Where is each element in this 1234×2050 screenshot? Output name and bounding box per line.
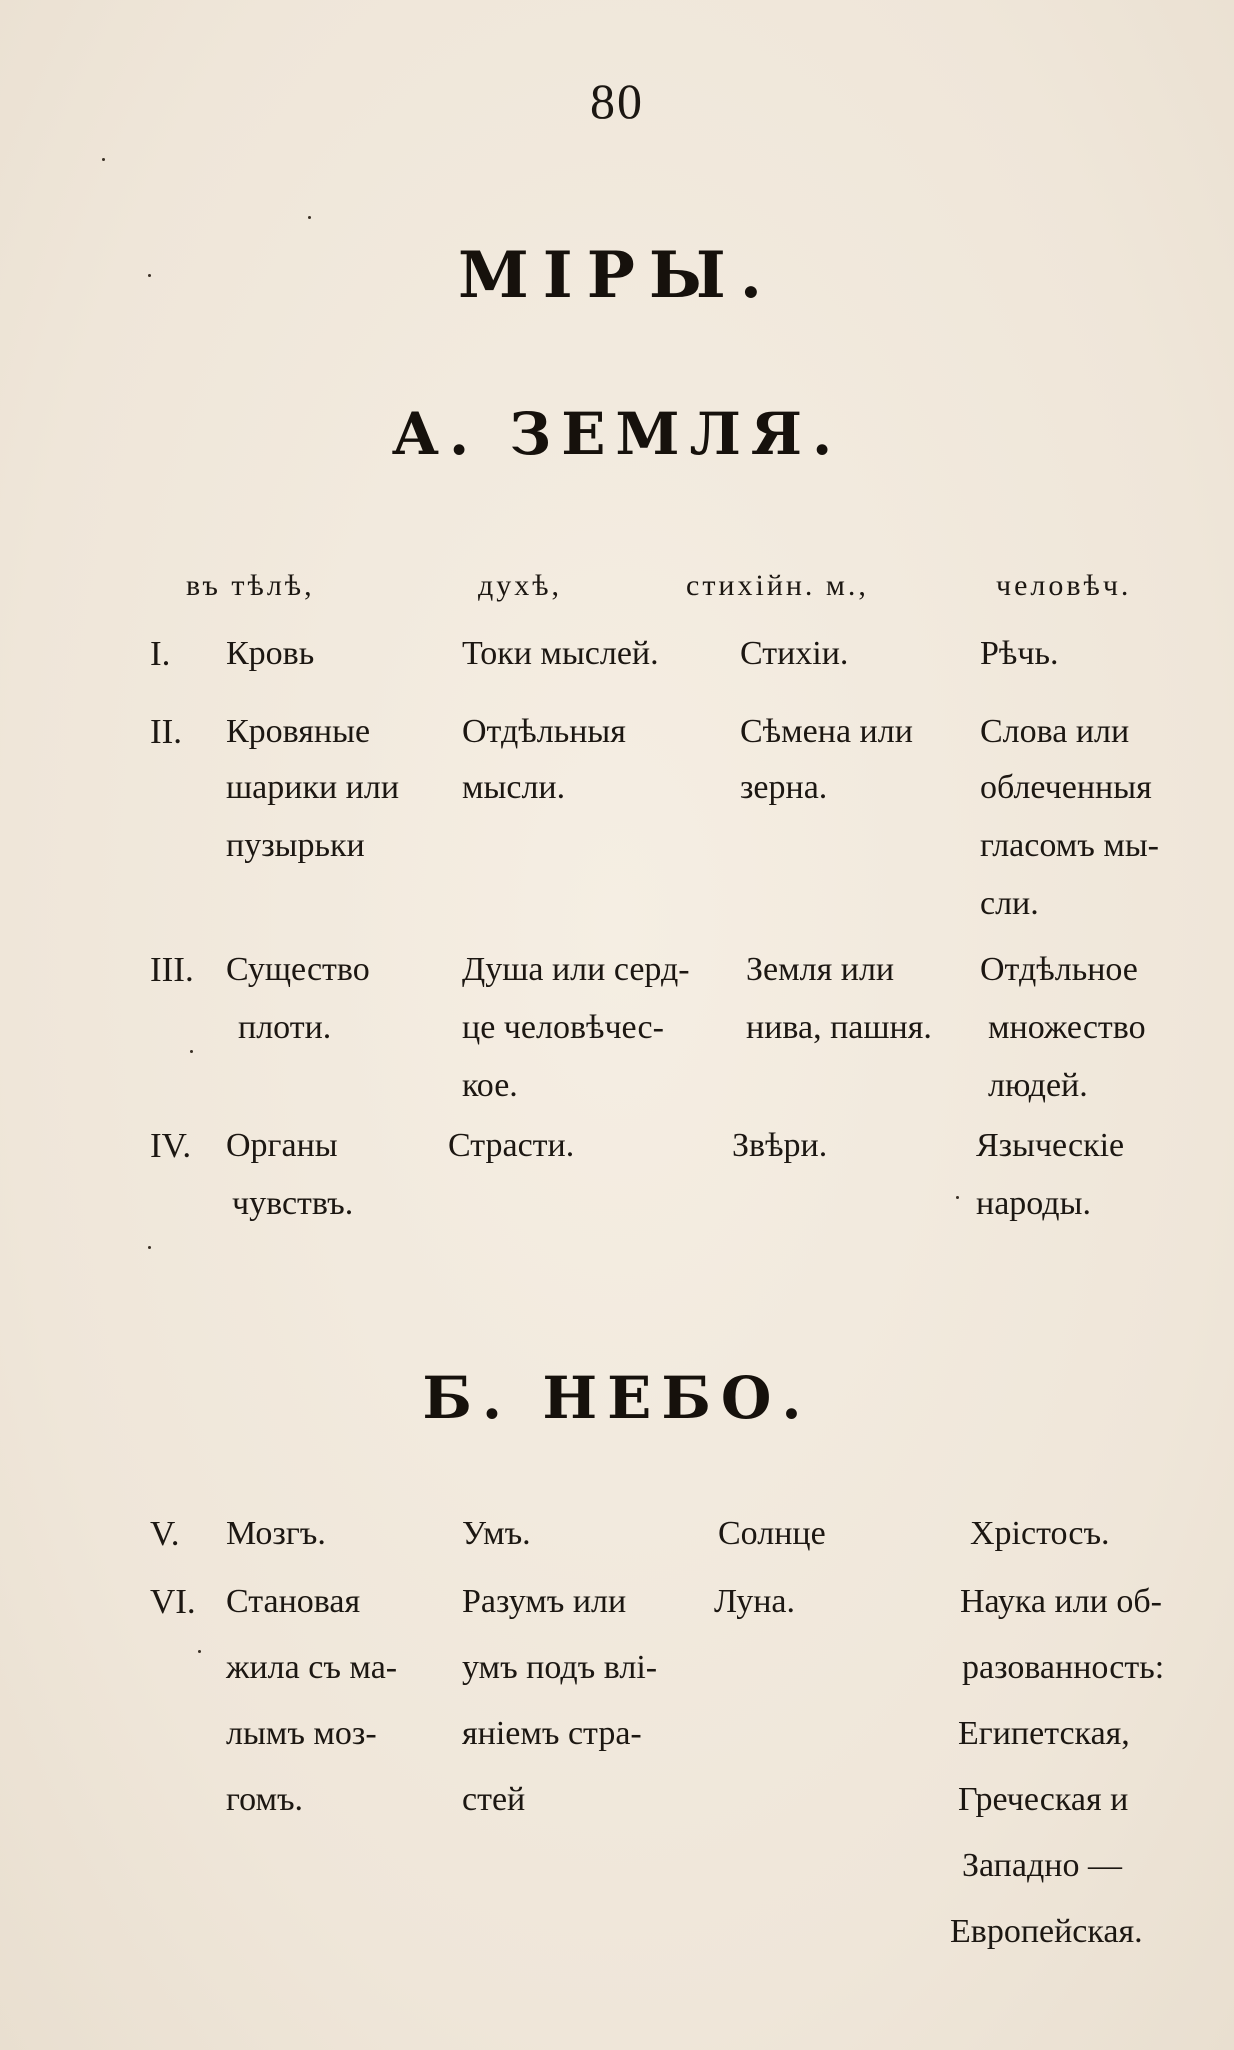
table-cell: зерна. — [740, 769, 828, 806]
table-cell: Стихіи. — [740, 635, 849, 672]
table-cell: Органы — [226, 1127, 338, 1164]
paper-speck — [198, 1650, 201, 1653]
table-cell: гласомъ мы- — [980, 827, 1159, 864]
section-b-title: Б. НЕБО. — [422, 1364, 812, 1432]
table-cell: стей — [462, 1781, 526, 1818]
table-cell: Кровяные — [226, 713, 371, 750]
table-cell: яніемъ стра- — [462, 1715, 642, 1752]
table-cell: Отдѣльное — [980, 951, 1138, 988]
header-elemental: стихійн. м., — [686, 569, 869, 602]
row-number: V. — [150, 1514, 180, 1553]
table-cell: людей. — [988, 1067, 1088, 1104]
table-cell: шарики или — [226, 769, 400, 806]
table-cell: народы. — [976, 1185, 1091, 1222]
table-cell: Становая — [226, 1583, 361, 1620]
table-cell: мысли. — [462, 769, 566, 806]
table-cell: Европейская. — [950, 1913, 1143, 1950]
table-cell: множество — [988, 1009, 1146, 1046]
table-cell: Сѣмена или — [740, 713, 913, 750]
table-cell: Хрістосъ. — [970, 1515, 1110, 1552]
table-cell: умъ подъ влі- — [462, 1649, 658, 1686]
table-cell: Душа или серд- — [462, 951, 690, 988]
table-cell: Западно — — [962, 1847, 1122, 1884]
table-cell: Страсти. — [448, 1127, 575, 1164]
table-cell: Солнце — [718, 1515, 826, 1552]
paper-speck — [956, 1196, 959, 1199]
table-cell: Слова или — [980, 713, 1130, 750]
table-cell: Кровь — [226, 635, 315, 672]
table-cell: Греческая и — [958, 1781, 1129, 1818]
table-cell: жила съ ма- — [226, 1649, 398, 1686]
page-number: 80 — [590, 73, 644, 129]
row-number: III. — [150, 950, 194, 989]
row-number: VI. — [150, 1582, 196, 1621]
table-cell: облеченныя — [980, 769, 1152, 806]
table-cell: Земля или — [746, 951, 895, 988]
paper-speck — [148, 1246, 151, 1249]
paper-speck — [102, 158, 105, 161]
paper-speck — [190, 1050, 193, 1053]
header-body: въ тѣлѣ, — [186, 569, 315, 602]
table-cell: Токи мыслей. — [462, 635, 659, 672]
section-a-title: А. ЗЕМЛЯ. — [391, 400, 843, 468]
table-cell: Рѣчь. — [980, 635, 1059, 672]
table-cell: Существо — [226, 951, 370, 988]
table-cell: нива, пашня. — [746, 1009, 932, 1046]
table-cell: Языческіе — [976, 1127, 1125, 1164]
table-cell: разованность: — [962, 1649, 1165, 1686]
table-cell: чувствъ. — [232, 1185, 354, 1222]
paper-speck — [308, 216, 311, 219]
table-cell: сли. — [980, 885, 1039, 922]
table-cell: гомъ. — [226, 1781, 304, 1818]
header-human: человѣч. — [996, 569, 1132, 602]
row-number: I. — [150, 634, 171, 673]
table-cell: Луна. — [714, 1583, 795, 1620]
row-number: II. — [150, 712, 183, 751]
table-cell: Разумъ или — [462, 1583, 627, 1620]
table-cell: лымъ моз- — [226, 1715, 377, 1752]
table-cell: плоти. — [238, 1009, 332, 1046]
table-cell: Отдѣльныя — [462, 713, 626, 750]
table-cell: пузырьки — [226, 827, 365, 864]
chapter-title: МІРЫ. — [457, 238, 777, 313]
table-cell: Мозгъ. — [226, 1515, 326, 1552]
table-cell: Умъ. — [462, 1515, 531, 1552]
row-number: IV. — [150, 1126, 192, 1165]
table-cell: кое. — [462, 1067, 518, 1104]
table-cell: Звѣри. — [732, 1127, 828, 1164]
header-spirit: духѣ, — [478, 569, 563, 602]
table-cell: Наука или об- — [960, 1583, 1162, 1620]
table-cell: Египетская, — [958, 1715, 1130, 1752]
table-cell: це человѣчес- — [462, 1009, 664, 1046]
paper-speck — [148, 274, 151, 277]
